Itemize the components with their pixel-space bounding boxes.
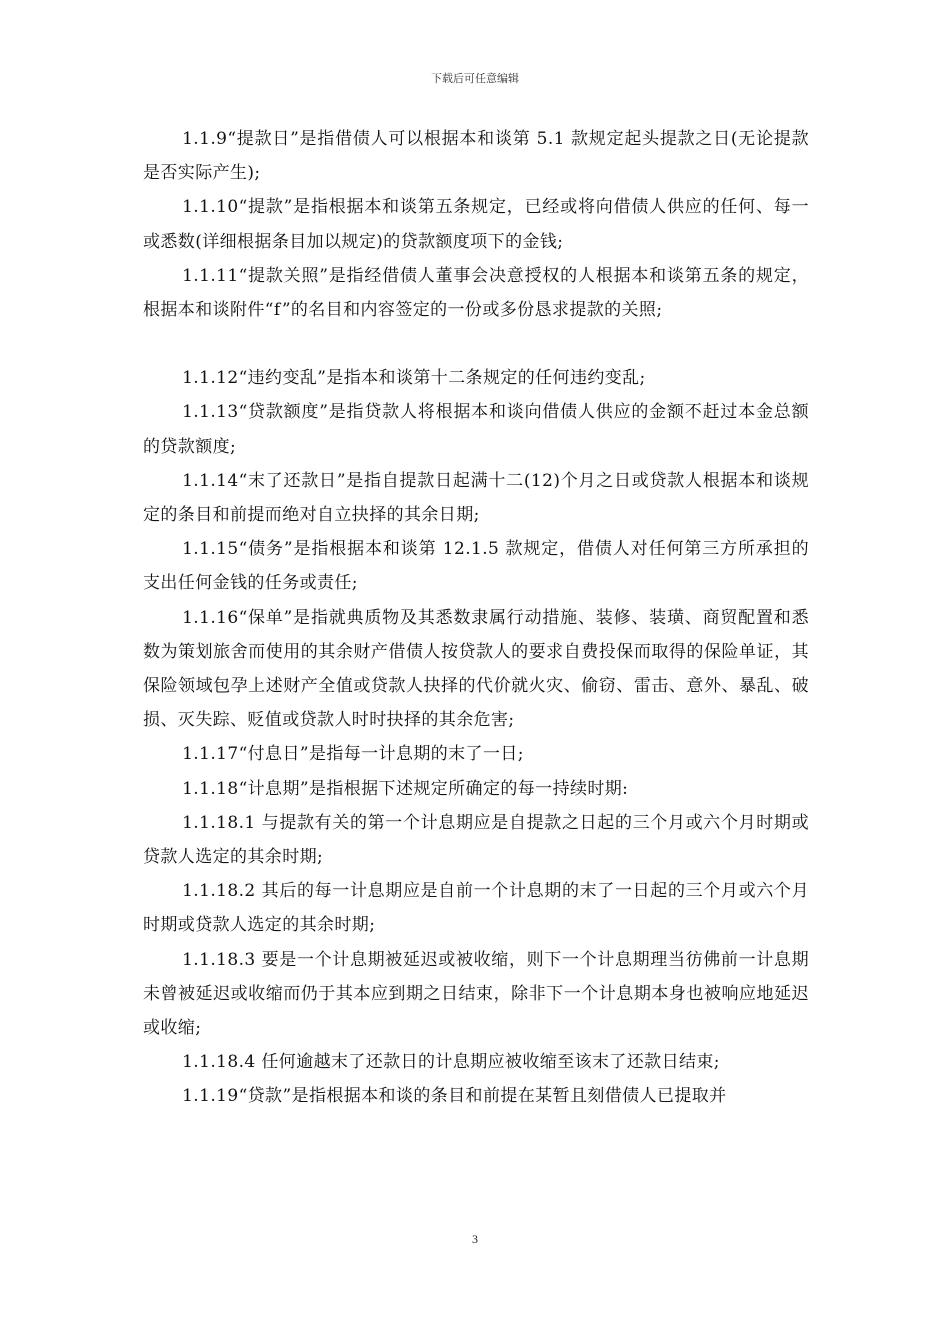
clause-1-1-18: 1.1.18“计息期”是指根据下述规定所确定的每一持续时期: bbox=[182, 778, 629, 799]
clause-1-1-14: 1.1.14“末了还款日”是指自提款日起满十二(12)个月之日或贷款人根据本和谈规定的条目和前提而绝对自立抉择的其余日期; bbox=[143, 470, 809, 526]
clause-1-1-17: 1.1.17“付息日”是指每一计息期的末了一日; bbox=[182, 744, 524, 765]
clause-1-1-11: 1.1.11“提款关照”是指经借债人董事会决意授权的人根据本和谈第五条的规定，根据本和谈附件“f”的名目和内容签定的一份或多份恳求提款的关照; bbox=[143, 265, 809, 321]
clause-1-1-15: 1.1.15“债务”是指根据本和谈第 12.1.5 款规定，借债人对任何第三方所承担的支出任何金钱的任务或责任; bbox=[143, 539, 809, 594]
clause-1-1-10: 1.1.10“提款”是指根据本和谈第五条规定，已经或将向借债人供应的任何、每一或悉数(详细根据条目加以规定)的贷款额度项下的金钱; bbox=[143, 197, 809, 252]
page-header: 下载后可任意编辑 bbox=[431, 72, 519, 85]
document-body bbox=[143, 122, 809, 1114]
clause-1-1-13: 1.1.13“贷款额度”是指贷款人将根据本和谈向借债人供应的金额不赶过本金总额的贷款额度; bbox=[143, 402, 809, 457]
clause-1-1-16: 1.1.16“保单”是指就典质物及其悉数隶属行动措施、装修、装璜、商贸配置和悉数为策划旅舍而使用的其余财产借债人按贷款人的要求自费投保而取得的保险单证，其保险领域包孕上述财产全值或贷款人抉择的代价就火灾、偷窃、雷击、意外、暴乱、破损、灭失踪、贬值或贷款人时时抉择的其余危害; bbox=[143, 607, 809, 731]
clause-1-1-18-2: 1.1.18.2 其后的每一计息期应是自前一个计息期的末了一日起的三个月或六个月时期或贷款人选定的其余时期; bbox=[143, 881, 809, 936]
clause-1-1-9: 1.1.9“提款日”是指借债人可以根据本和谈第 5.1 款规定起头提款之日(无论提款是否实际产生); bbox=[143, 129, 809, 184]
clause-1-1-12: 1.1.12“违约变乱”是指本和谈第十二条规定的任何违约变乱; bbox=[182, 368, 646, 389]
clause-1-1-18-1: 1.1.18.1 与提款有关的第一个计息期应是自提款之日起的三个月或六个月时期或贷款人选定的其余时期; bbox=[143, 812, 809, 868]
clause-1-1-19: 1.1.19“贷款”是指根据本和谈的条目和前提在某暂且刻借债人已提取并 bbox=[182, 1086, 727, 1107]
page-number: 3 bbox=[472, 1232, 478, 1246]
clause-1-1-18-4: 1.1.18.4 任何逾越末了还款日的计息期应被收缩至该末了还款日结束; bbox=[182, 1052, 720, 1073]
clause-1-1-18-3: 1.1.18.3 要是一个计息期被延迟或被收缩，则下一个计息期理当彷佛前一计息期未曾被延迟或收缩而仍于其本应到期之日结束，除非下一个计息期本身也被响应地延迟或收缩; bbox=[143, 949, 809, 1039]
